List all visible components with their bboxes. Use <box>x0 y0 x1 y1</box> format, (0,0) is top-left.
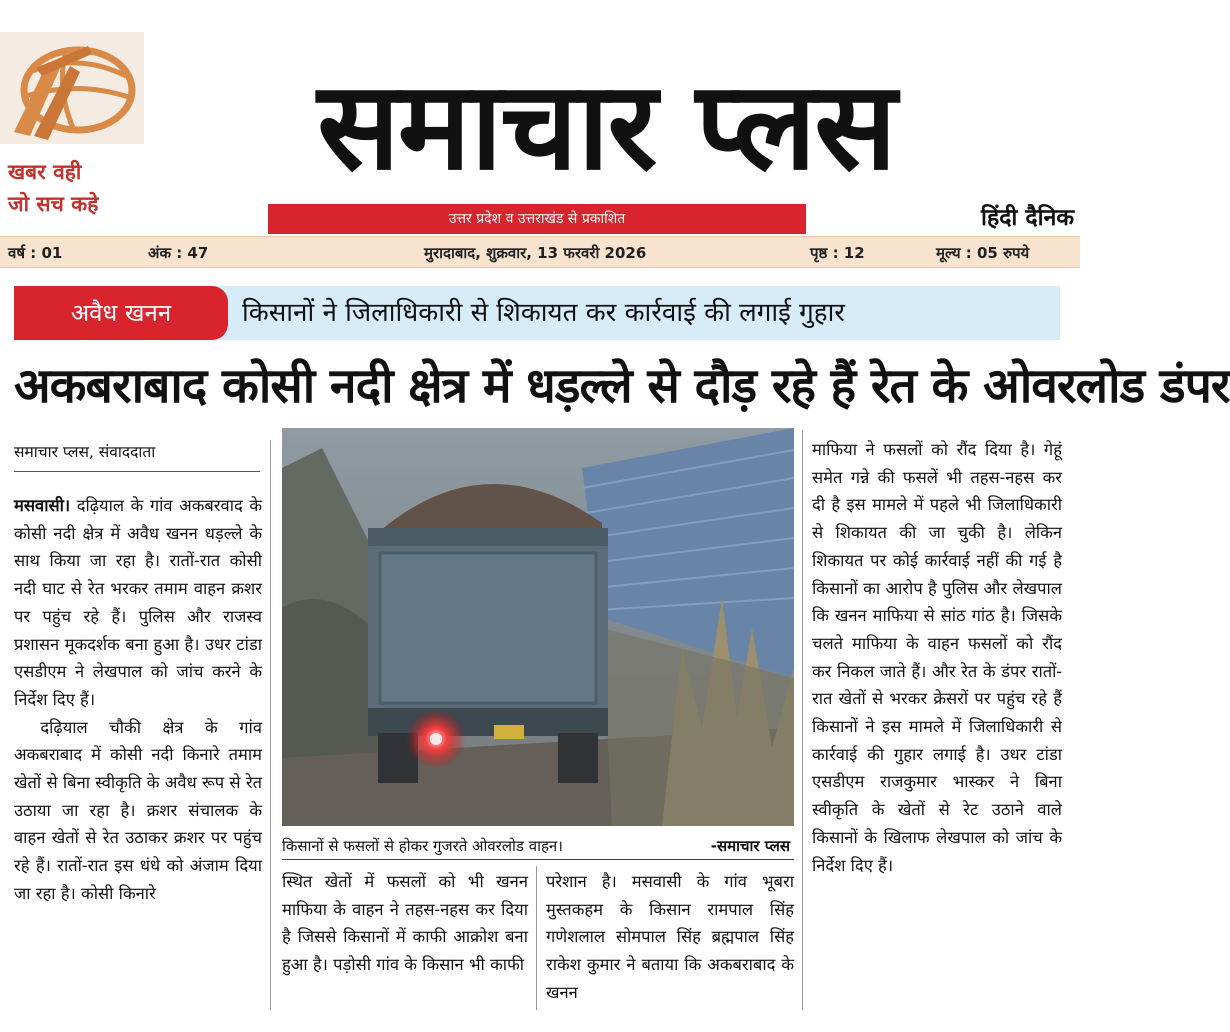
year-label: वर्ष : 01 <box>8 244 63 262</box>
subheading-strip <box>14 286 1060 340</box>
logo <box>0 32 144 144</box>
column-2-text: स्थित खेतों में फसलों को भी खनन माफिया के वाहन ने तहस-नहस कर दिया है जिससे किसानों में काफी आक्रोश बना हुआ है। पड़ोसी गांव के किसान भी काफी <box>282 872 528 975</box>
tagline-line-1: खबर वही <box>8 160 82 184</box>
headline: अकबराबाद कोसी नदी क्षेत्र में धड़ल्ले से दौड़ रहे हैं रेत के ओवरलोड डंपर <box>14 358 1230 414</box>
column-4 <box>812 436 1062 879</box>
dateline: मसवासी। <box>14 496 71 515</box>
column-divider <box>270 440 271 1010</box>
issue-label: अंक : 47 <box>148 244 209 262</box>
subheading: किसानों ने जिलाधिकारी से शिकायत कर कार्रवाई की लगाई गुहार <box>242 298 845 328</box>
photo-credit: -समाचार प्लस <box>710 837 790 855</box>
column-2 <box>282 868 528 979</box>
column-1 <box>14 492 262 908</box>
paragraph-1-text: दढ़ियाल के गांव अकबरवाद के कोसी नदी क्षेत्र में अवैध खनन धड़ल्ले के साथ किया जा रहा है। रातों-रात कोसी नदी घाट से रेत भरकर तमाम वाहन क्रशर पर पहुंच रहे हैं। पुलिस और राजस्व प्रशासन मूकदर्शक बना हुआ है। उधर टांडा एसडीएम ने लेखपाल को जांच करने के निर्देश दिए हैं। <box>14 496 262 709</box>
byline: समाचार प्लस, संवाददाता <box>14 440 260 472</box>
page-label: पृष्ठ : 12 <box>810 244 865 262</box>
column-3 <box>546 868 794 1007</box>
place-date-label: मुरादाबाद, शुक्रवार, 13 फरवरी 2026 <box>424 244 647 262</box>
publication-note: उत्तर प्रदेश व उत्तराखंड से प्रकाशित <box>268 204 806 234</box>
photo-caption <box>282 832 794 860</box>
column-4-text: माफिया ने फसलों को रौंद दिया है। गेहूं समेत गन्ने की फसलें भी तहस-नहस कर दी है इस मामले में पहले भी जिलाधिकारी से शिकायत की जा चुकी है। लेकिन शिकायत पर कोई कार्रवाई नहीं की गई है किसानों का आरोप है पुलिस और लेखपाल कि खनन माफिया से सांठ गांठ है। जिसके चलते माफिया के वाहन फसलों को रौंद कर निकल जाते हैं। और रेत के डंपर रातों-रात खेतों से भरकर क्रेसरों पर पहुंच रहे हैं किसानों ने इस मामले में जिलाधिकारी से कार्रवाई की गुहार लगाई है। उधर टांडा एसडीएम राजकुमार भास्कर ने बिना स्वीकृति के खेतों से रेट उठाने वाले किसानों के खिलाफ लेखपाल को जांच के निर्देश दिए हैं। <box>812 440 1062 875</box>
kicker-tag: अवैध खनन <box>14 286 228 340</box>
column-divider <box>536 866 537 1010</box>
paragraph-1 <box>14 492 262 714</box>
photo-caption-text: किसानों से फसलों से होकर गुजरते ओवरलोड वाहन। <box>282 837 563 855</box>
article-photo <box>282 428 794 826</box>
dumper-truck-photo <box>282 428 794 826</box>
tagline-line-2: जो सच कहे <box>8 192 99 216</box>
globe-logo-icon <box>0 32 144 144</box>
column-3-text: परेशान है। मसवासी के गांव भूबरा मुस्तकहम के किसान रामपाल सिंह गणेशलाल सोमपाल सिंह ब्रह्मपाल सिंह राकेश कुमार ने बताया कि अकबराबाद के खनन <box>546 872 794 1002</box>
column-divider <box>802 430 803 1010</box>
price-label: मूल्य : 05 रुपये <box>936 244 1030 262</box>
tagline <box>8 156 148 220</box>
edition-type: हिंदी दैनिक <box>981 205 1074 231</box>
newspaper-title: समाचार प्लस <box>317 55 895 197</box>
paragraph-2: दढ़ियाल चौकी क्षेत्र के गांव अकबराबाद में कोसी नदी किनारे तमाम खेतों से बिना स्वीकृति के अवैध रूप से रेत उठाया जा रहा है। क्रशर संचालक के वाहन खेतों से रेत उठाकर क्रशर पर पहुंच रहे हैं। रातों-रात इस धंधे को अंजाम दिया जा रहा है। कोसी किनारे <box>14 717 262 903</box>
info-bar <box>0 236 1080 268</box>
